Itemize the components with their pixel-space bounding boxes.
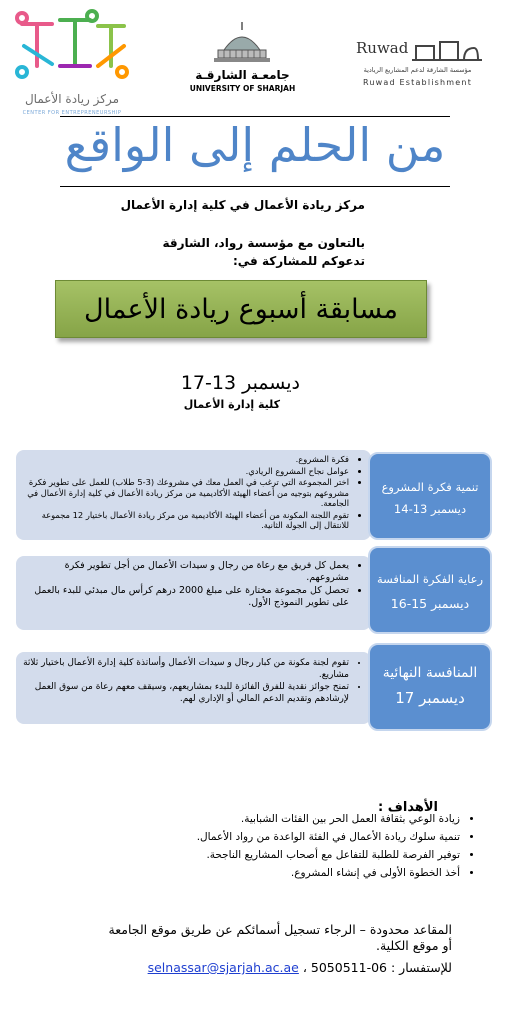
stage-3-title: المنافسة النهائية (382, 665, 478, 681)
ruwad-logo-name-en: Ruwad Establishment (362, 78, 473, 87)
university-logo-name-ar: جامعـة الشارقـة (195, 68, 290, 82)
center-logo-name-ar: مركز ريادة الأعمال (24, 92, 120, 106)
university-of-sharjah-logo (180, 20, 305, 100)
ruwad-logo-name-ar: مؤسسة الشارقة لدعم المشاريع الريادية (363, 66, 472, 74)
stage-2-badge (368, 546, 492, 634)
stage-2-date: ديسمبر 15-16 (390, 596, 470, 611)
stage-1-date: ديسمبر 13-14 (393, 502, 467, 516)
list-item: • عوامل نجاح المشروع الريادي. (22, 466, 349, 477)
university-logo-name-en: UNIVERSITY OF SHARJAH (189, 84, 296, 93)
intro-line-2: بالتعاون مع مؤسسة رواد، الشارقة (162, 236, 365, 250)
list-item: • تحصل كل مجموعة مختارة على مبلغ 2000 درهم كرأس مال مبدئي للبدء بالعمل على تطوير النموذج الأول. (22, 585, 349, 609)
entrepreneurship-logo-mark-icon (12, 6, 132, 90)
stage-1-title: تنمية فكرة المشروع (381, 480, 479, 494)
list-item: • فكرة المشروع. (22, 454, 349, 465)
stage-2-panel (16, 556, 371, 630)
stage-1-list (16, 450, 371, 531)
contact-label: للإستفسار : (390, 960, 452, 975)
ruwad-arabic-mark-icon (412, 38, 482, 64)
stage-2-title: رعاية الفكرة المنافسة (376, 572, 484, 586)
event-place: كلية إدارة الأعمال (183, 398, 280, 411)
contact-phone: 06-5050511 (310, 960, 387, 975)
contact-line: للإستفسار : 06-5050511 ، selnassar@sjarjah.ac.ae (147, 960, 452, 975)
goals-title: الأهداف : (378, 800, 438, 815)
list-item: • اختر المجموعة التي ترغب في العمل معك في مشروعك (3-5 طلاب) للعمل على تطوير فكرة مشروعهم بتوجيه من أعضاء الهيئة الأكاديمية من مركز ريادة الأعمال في كلية إدارة الأعمال في الجامعة. (22, 477, 349, 509)
list-item: • تقوم لجنة مكونة من كبار رجال و سيدات الأعمال وأساتذة كلية إدارة الأعمال باختيار ثلاثة مشاريع. (22, 658, 349, 681)
stage-3-panel (16, 652, 371, 724)
page-title: من الحلم إلى الواقع (64, 118, 446, 172)
title-divider (60, 186, 450, 187)
stage-2-list (16, 556, 371, 609)
list-item: • يعمل كل فريق مع رعاة من رجال و سيدات الأعمال من أجل تطوير فكرة مشروعهم. (22, 560, 349, 584)
stage-1-panel (16, 450, 371, 540)
list-item: • تقوم اللجنة المكونة من أعضاء الهيئة الأكاديمية من مركز ريادة الأعمال باختيار 12 مجموعة للانتقال إلى الجولة الثانية. (22, 510, 349, 531)
ruwad-logo-word: Ruwad (356, 39, 409, 57)
list-item: • زيادة الوعي بثقافة العمل الحر بين الفئات الشبابية. (120, 810, 460, 828)
center-logo-name-en: CENTER FOR ENTREPRENEURSHIP (22, 110, 122, 116)
goals-list (120, 810, 488, 882)
contact-email-link[interactable]: selnassar@sjarjah.ac.ae (147, 960, 299, 975)
event-date: ديسمبر 13-17 (180, 372, 300, 394)
list-item: • تمنح جوائز نقدية للفرق الفائزة للبدء بمشاريعهم، وسيقف معهم رعاة من سوق العمل لإرشادهم وتقديم الدعم المالي أو الإداري لهم. (22, 682, 349, 705)
stage-1-badge (368, 452, 492, 540)
center-entrepreneurship-logo (12, 6, 152, 116)
top-divider (60, 116, 450, 117)
stage-3-badge (368, 643, 492, 731)
list-item: • تنمية سلوك ريادة الأعمال في الفئة الواعدة من رواد الأعمال. (120, 828, 460, 846)
competition-banner-text: مسابقة أسبوع ريادة الأعمال (84, 293, 398, 325)
list-item: • توفير الفرصة للطلبة للتفاعل مع أصحاب المشاريع الناجحة. (120, 846, 460, 864)
intro-line-1: مركز ريادة الأعمال في كلية إدارة الأعمال (120, 198, 365, 212)
stage-3-date: ديسمبر 17 (395, 689, 465, 707)
stage-3-list (16, 652, 371, 705)
list-item: • أخذ الخطوة الأولى في إنشاء المشروع. (120, 864, 460, 882)
ruwad-establishment-logo (350, 36, 485, 96)
competition-banner (55, 280, 427, 338)
intro-line-3: تدعوكم للمشاركة في: (232, 254, 365, 268)
university-dome-icon (180, 20, 305, 66)
seats-note: المقاعد محدودة – الرجاء تسجيل أسمائكم عن طريق موقع الجامعة أو موقع الكلية. (108, 922, 452, 953)
